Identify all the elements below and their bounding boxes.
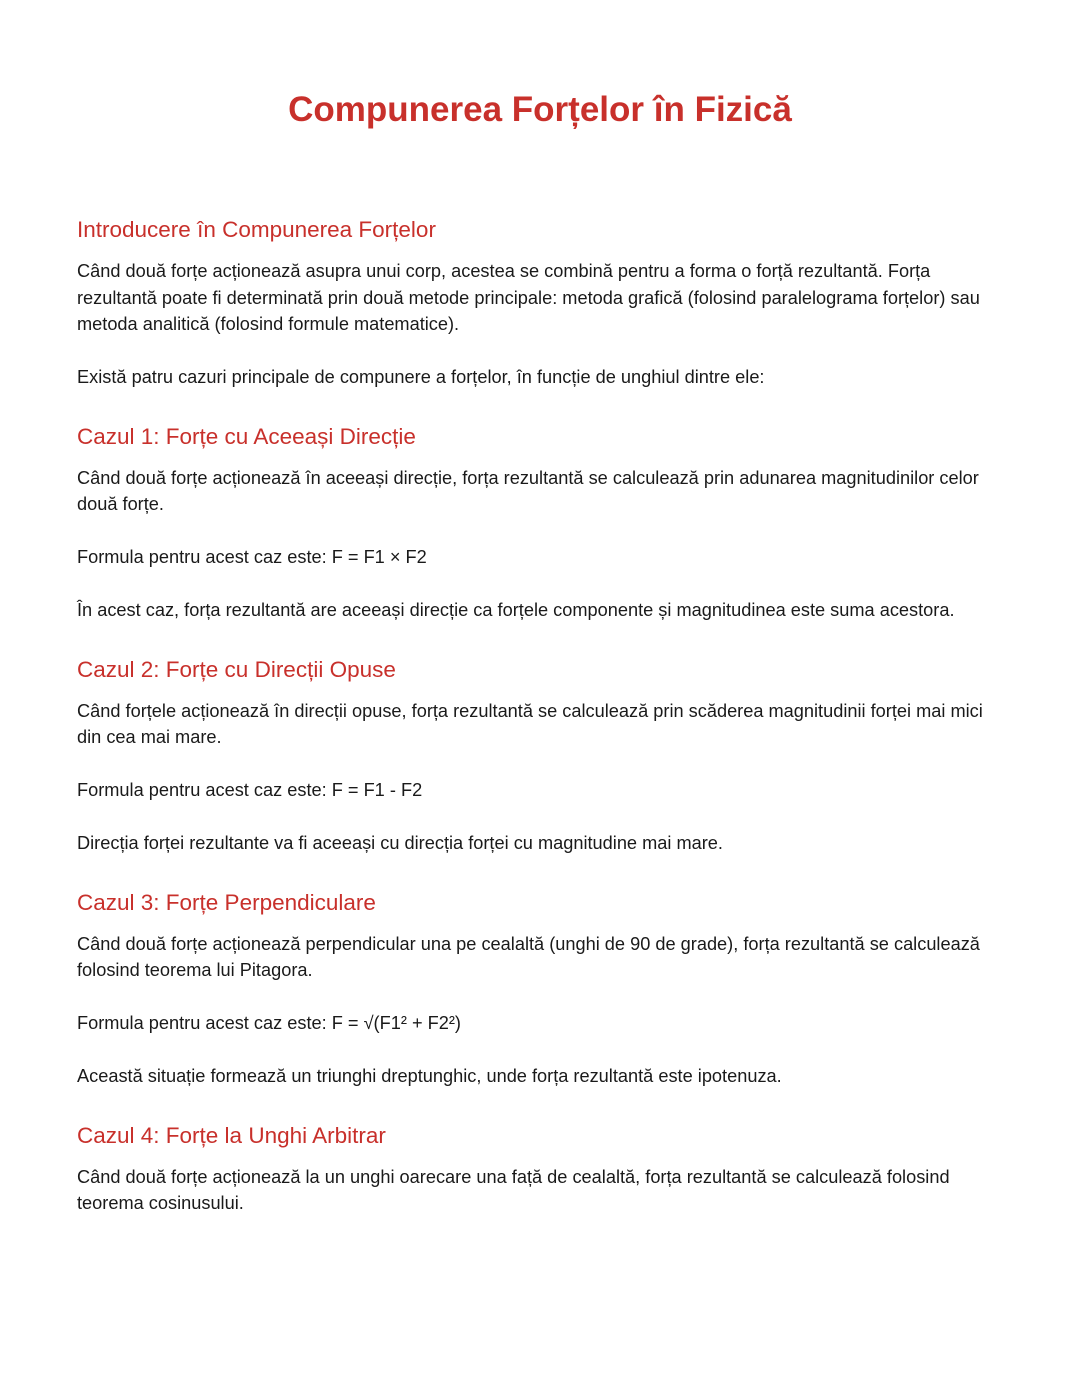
paragraph: Când două forțe acționează perpendicular una pe cealaltă (unghi de 90 de grade), forța rezultantă se calculează folosind teorema lui Pitagora. — [77, 933, 980, 980]
section-case-2 — [77, 652, 1007, 857]
paragraph: Direcția forței rezultante va fi aceeași cu direcția forței cu magnitudine mai mare. — [77, 833, 723, 853]
page-title: Compunerea Forțelor în Fizică — [288, 90, 792, 129]
formula-paragraph: Formula pentru acest caz este: F = F1 - F2 — [77, 780, 423, 800]
section-heading: Cazul 2: Forțe cu Direcții Opuse — [77, 656, 396, 682]
paragraph: Când două forțe acționează la un unghi oarecare una față de cealaltă, forța rezultantă se calculează folosind teorema cosinusului. — [77, 1166, 950, 1213]
formula-paragraph: Formula pentru acest caz este: F = F1 × F2 — [77, 547, 427, 567]
paragraph: Când două forțe acționează în aceeași direcție, forța rezultantă se calculează prin adunarea magnitudinilor celor două forțe. — [77, 467, 979, 514]
paragraph: Această situație formează un triunghi dreptunghic, unde forța rezultantă este ipotenuza. — [77, 1066, 782, 1086]
section-introduction — [77, 212, 1007, 391]
paragraph: Există patru cazuri principale de compunere a forțelor, în funcție de unghiul dintre ele: — [77, 367, 765, 387]
section-heading: Cazul 1: Forțe cu Aceeași Direcție — [77, 423, 416, 449]
paragraph: În acest caz, forța rezultantă are aceeași direcție ca forțele componente și magnitudinea este suma acestora. — [77, 600, 955, 620]
paragraph: Când forțele acționează în direcții opuse, forța rezultantă se calculează prin scăderea magnitudinii forței mai mici din cea mai mare. — [77, 700, 983, 747]
section-heading: Introducere în Compunerea Forțelor — [77, 217, 436, 242]
formula-paragraph: Formula pentru acest caz este: F = √(F1² + F2²) — [77, 1013, 461, 1033]
section-heading: Cazul 4: Forțe la Unghi Arbitrar — [77, 1122, 386, 1148]
section-case-3 — [77, 885, 1007, 1090]
paragraph: Când două forțe acționează asupra unui corp, acestea se combină pentru a forma o forță rezultantă. Forța rezultantă poate fi determinată prin două metode principale: metoda grafică (folosind paralelograma forțelor) sau metoda analitică (folosind formule matematice). — [77, 261, 980, 334]
section-case-1 — [77, 419, 1007, 624]
section-heading: Cazul 3: Forțe Perpendiculare — [77, 889, 376, 915]
document-body — [77, 212, 1007, 1217]
section-case-4 — [77, 1118, 1007, 1217]
